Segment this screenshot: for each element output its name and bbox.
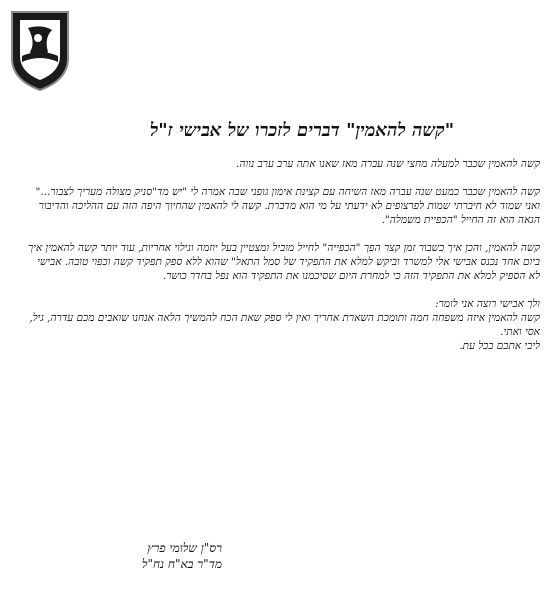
signature-name: רס"ן שלומי פרץ <box>147 541 222 555</box>
closing-block <box>24 297 540 353</box>
closing-line-3: ליבי אתכם בכל עת. <box>459 340 540 352</box>
signature-block <box>22 540 222 572</box>
paragraph-1: קשה להאמין שכבר למעלה מחצי שנה עברה מאז שאנו אתה ערב ערב נווה. <box>236 158 540 170</box>
paragraph-2: קשה להאמין שכבר כמעט שנה עברה מאז השיחה עם קצינת אימון גופני שבה אמרה לי "יש מד"סניק מצולה מעריך לצבור..." ואני שמוד לא חיברתי שמות לפרצופים לא ידעתי על מי הוא מדברת. קשה לי להאמין שהחיוך היפה הזה עם ההליכה והדיבור הגאה הוא זה החייל "הכפיית משמלה". <box>35 186 540 226</box>
paragraph-3: קשה להאמין, והכן איך כשבור זמן קצר הפך "הכפייה" לחייל מוביל ומצטיין בעל יוזמה וגילוי אחריות, עוד יותר קשה להאמין איך ביום אחד נכנס אבישי אלי למשרד וביקש למלא את התפקיד של סמל התאל" שהוא ללא ספק תפקיד קשה וכפוי טובה. אבישי לא הספיק למלא את התפקיד הזה כי למחרת היום שסיכמנו את התפקיד הוא נפל בחדר כושר. <box>27 242 540 282</box>
closing-line-2: קשה להאמין איזה משפחה חמה ותומכת השארת אחריך ואין לי ספק שאת הכח להמשיך הלאה אנחנו שואבים מכם עדרה, גיל, אסי ואתי. <box>29 312 540 338</box>
unit-shield-emblem-icon <box>8 8 72 92</box>
letter-body <box>24 120 540 353</box>
signature-role: מד"ר בא"ח נח"ל <box>141 557 222 571</box>
letter-title: "קשה להאמין" דברים לזכרו של אבישי ז"ל <box>149 120 455 141</box>
closing-line-1: ולך אבישי רוצה אני לומר: <box>435 298 540 310</box>
